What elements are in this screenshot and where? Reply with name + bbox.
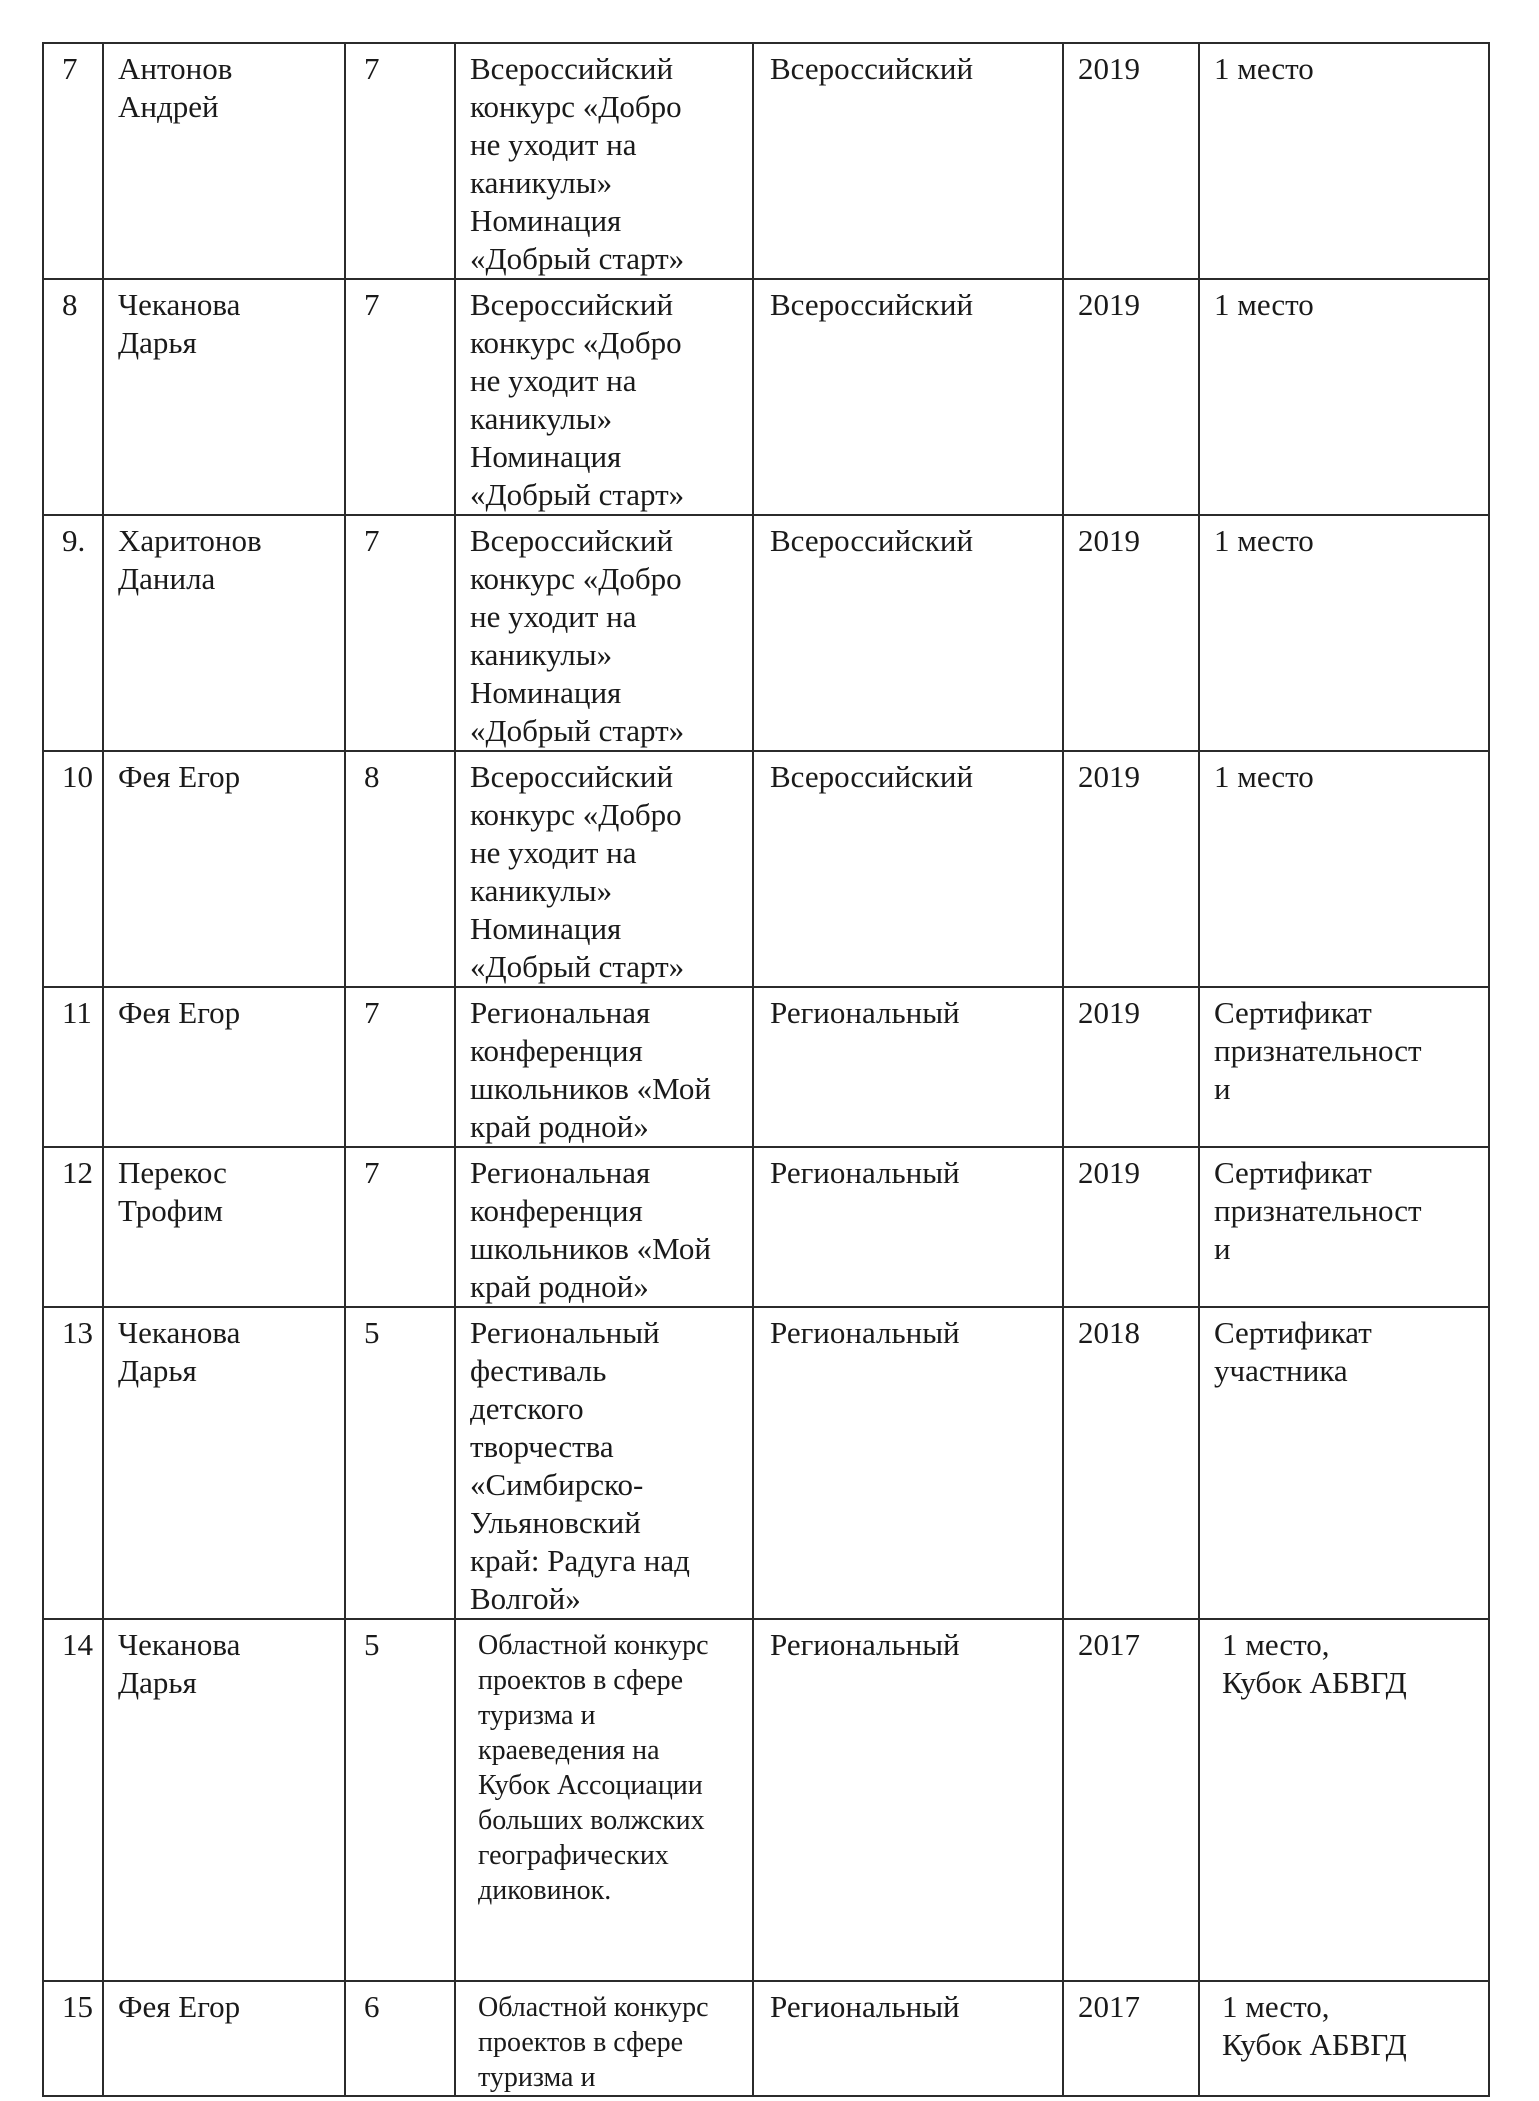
grade: 8 <box>345 751 455 987</box>
grade: 7 <box>345 43 455 279</box>
participant-name: Антонов Андрей <box>103 43 345 279</box>
event-result: 1 место, Кубок АБВГД <box>1199 1981 1489 2096</box>
event-title: Всероссийский конкурс «Добро не уходит на каникулы» Номинация «Добрый старт» <box>455 43 753 279</box>
table-row <box>43 1307 1489 1619</box>
grade: 7 <box>345 515 455 751</box>
table-row <box>43 751 1489 987</box>
participant-name: Харитонов Данила <box>103 515 345 751</box>
event-year: 2019 <box>1063 751 1199 987</box>
row-number: 13 <box>43 1307 103 1619</box>
row-number: 7 <box>43 43 103 279</box>
participant-name: Фея Егор <box>103 987 345 1147</box>
participant-name: Фея Егор <box>103 751 345 987</box>
participant-name: Чеканова Дарья <box>103 1307 345 1619</box>
awards-table <box>42 42 1490 2097</box>
event-title: Региональная конференция школьников «Мой край родной» <box>455 1147 753 1307</box>
event-title: Всероссийский конкурс «Добро не уходит на каникулы» Номинация «Добрый старт» <box>455 751 753 987</box>
event-level: Региональный <box>753 1619 1063 1981</box>
event-level: Региональный <box>753 1147 1063 1307</box>
grade: 7 <box>345 987 455 1147</box>
event-year: 2019 <box>1063 279 1199 515</box>
event-result: Сертификат участника <box>1199 1307 1489 1619</box>
event-level: Всероссийский <box>753 279 1063 515</box>
row-number: 10 <box>43 751 103 987</box>
row-number: 14 <box>43 1619 103 1981</box>
event-title: Областной конкурс проектов в сфере туризма и краеведения на Кубок Ассоциации больших волжских географических диковинок. <box>455 1619 753 1981</box>
table-row <box>43 987 1489 1147</box>
event-title: Всероссийский конкурс «Добро не уходит на каникулы» Номинация «Добрый старт» <box>455 279 753 515</box>
event-level: Всероссийский <box>753 515 1063 751</box>
table-row <box>43 43 1489 279</box>
grade: 5 <box>345 1307 455 1619</box>
event-result: 1 место <box>1199 751 1489 987</box>
event-level: Региональный <box>753 987 1063 1147</box>
event-result: 1 место, Кубок АБВГД <box>1199 1619 1489 1981</box>
event-title: Областной конкурс проектов в сфере туризма и <box>455 1981 753 2096</box>
event-year: 2019 <box>1063 515 1199 751</box>
event-result: 1 место <box>1199 43 1489 279</box>
row-number: 9. <box>43 515 103 751</box>
grade: 7 <box>345 279 455 515</box>
event-year: 2019 <box>1063 1147 1199 1307</box>
grade: 7 <box>345 1147 455 1307</box>
event-level: Региональный <box>753 1307 1063 1619</box>
event-year: 2017 <box>1063 1619 1199 1981</box>
event-year: 2019 <box>1063 987 1199 1147</box>
row-number: 8 <box>43 279 103 515</box>
event-title: Региональная конференция школьников «Мой край родной» <box>455 987 753 1147</box>
event-title: Всероссийский конкурс «Добро не уходит на каникулы» Номинация «Добрый старт» <box>455 515 753 751</box>
grade: 5 <box>345 1619 455 1981</box>
event-year: 2019 <box>1063 43 1199 279</box>
table-row <box>43 1981 1489 2096</box>
row-number: 11 <box>43 987 103 1147</box>
event-level: Всероссийский <box>753 43 1063 279</box>
participant-name: Чеканова Дарья <box>103 1619 345 1981</box>
event-year: 2017 <box>1063 1981 1199 2096</box>
event-result: 1 место <box>1199 515 1489 751</box>
event-title: Региональный фестиваль детского творчества «Симбирско- Ульяновский край: Радуга над Волгой» <box>455 1307 753 1619</box>
row-number: 12 <box>43 1147 103 1307</box>
grade: 6 <box>345 1981 455 2096</box>
table-row <box>43 1619 1489 1981</box>
event-level: Всероссийский <box>753 751 1063 987</box>
event-level: Региональный <box>753 1981 1063 2096</box>
event-result: Сертификат признательност и <box>1199 987 1489 1147</box>
table-row <box>43 279 1489 515</box>
event-result: Сертификат признательност и <box>1199 1147 1489 1307</box>
table-row <box>43 515 1489 751</box>
participant-name: Перекос Трофим <box>103 1147 345 1307</box>
event-year: 2018 <box>1063 1307 1199 1619</box>
participant-name: Чеканова Дарья <box>103 279 345 515</box>
participant-name: Фея Егор <box>103 1981 345 2096</box>
table-row <box>43 1147 1489 1307</box>
event-result: 1 место <box>1199 279 1489 515</box>
row-number: 15 <box>43 1981 103 2096</box>
